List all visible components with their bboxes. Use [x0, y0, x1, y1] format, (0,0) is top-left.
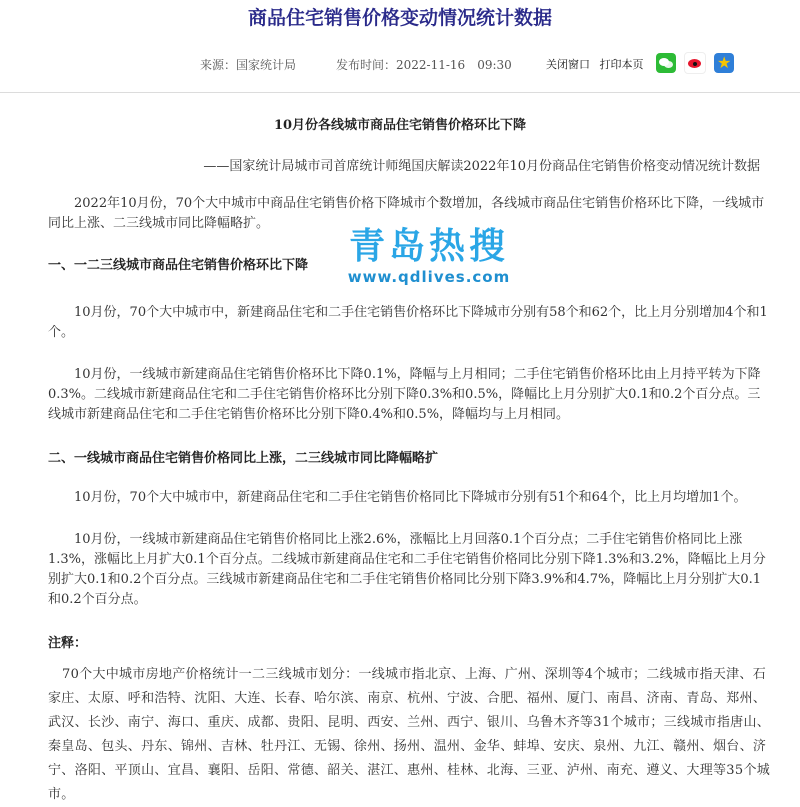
source-label: 来源：国家统计局 — [200, 58, 297, 72]
qzone-icon[interactable]: ★ — [714, 53, 734, 73]
print-page-link[interactable]: 打印本页 — [599, 58, 644, 71]
section2-title: 二、一线城市商品住宅销售价格同比上涨，二三线城市同比降幅略扩 — [48, 451, 439, 466]
watermark-url: www.qdlives.com — [347, 268, 511, 286]
watermark-name: 青岛热搜 — [348, 226, 509, 267]
article-headline: 10月份各线城市商品住宅销售价格环比下降 — [273, 118, 527, 133]
section2-paragraph-2: 10月份，一线城市新建商品住宅销售价格同比上涨2.6%，涨幅比上月回落0.1个百分点；二手住宅销售价格同比上涨1.3%，涨幅比上月扩大0.1个百分点。二线城市新建商品住宅和二手住宅销售价格同比分别下降1.3%和3.2%，降幅比上月分别扩大0.1和0.2个百分点。三线城市新建商品住宅和二手住宅销售价格同比分别下降3.9%和4.7%，降幅比上月分别扩大0.1和0.2个百分点。 — [48, 532, 766, 607]
section1-paragraph-2: 10月份，一线城市新建商品住宅销售价格环比下降0.1%，降幅与上月相同；二手住宅销售价格环比由上月持平转为下降0.3%。二线城市新建商品住宅和二手住宅销售价格环比分别下降0.3%和0.5%，降幅比上月分别扩大0.1和0.2个百分点。三线城市新建商品住宅和二手住宅销售价格环比分别下降0.4%和0.5%，降幅均与上月相同。 — [48, 367, 761, 422]
note-text: 70个大中城市房地产价格统计一二三线城市划分：一线城市指北京、上海、广州、深圳等4个城市；二线城市指天津、石家庄、太原、呼和浩特、沈阳、大连、长春、哈尔滨、南京、杭州、宁波、合肥、福州、厦门、南昌、济南、青岛、郑州、武汉、长沙、南宁、海口、重庆、成都、贵阳、昆明、西安、兰州、西宁、银川、乌鲁木齐等31个城市；三线城市指唐山、秦皇岛、包头、丹东、锦州、吉林、牡丹江、无锡、徐州、扬州、温州、金华、蚌埠、安庆、泉州、九江、赣州、烟台、济宁、洛阳、平顶山、宜昌、襄阳、岳阳、常德、韶关、湛江、惠州、桂林、北海、三亚、泸州、南充、遵义、大理等35个城市。 — [48, 667, 771, 802]
note-label: 注释： — [48, 636, 88, 651]
weibo-icon[interactable] — [684, 52, 706, 74]
section1-title: 一、一二三线城市商品住宅销售价格环比下降 — [48, 258, 309, 273]
article-subhead: ——国家统计局城市司首席统计师绳国庆解读2022年10月份商品住宅销售价格变动情况统计数据 — [203, 159, 760, 174]
page-actions — [546, 56, 650, 72]
publish-time: 发布时间：2022-11-16 09:30 — [336, 58, 512, 72]
page-title: 商品住宅销售价格变动情况统计数据 — [247, 7, 552, 29]
close-window-link[interactable]: 关闭窗口 — [546, 58, 590, 71]
article-body — [0, 92, 800, 807]
wechat-icon[interactable] — [656, 53, 676, 73]
section1-paragraph-1: 10月份，70个大中城市中，新建商品住宅和二手住宅销售价格环比下降城市分别有58个和62个，比上月分别增加4个和1个。 — [48, 305, 768, 340]
intro-paragraph: 2022年10月份，70个大中城市中商品住宅销售价格下降城市个数增加，各线城市商品住宅销售价格环比下降，一线城市同比上涨、二三线城市同比降幅略扩。 — [48, 196, 765, 231]
section2-paragraph-1: 10月份，70个大中城市中，新建商品住宅和二手住宅销售价格同比下降城市分别有51个和64个，比上月均增加1个。 — [74, 490, 747, 505]
share-icons — [656, 52, 737, 74]
